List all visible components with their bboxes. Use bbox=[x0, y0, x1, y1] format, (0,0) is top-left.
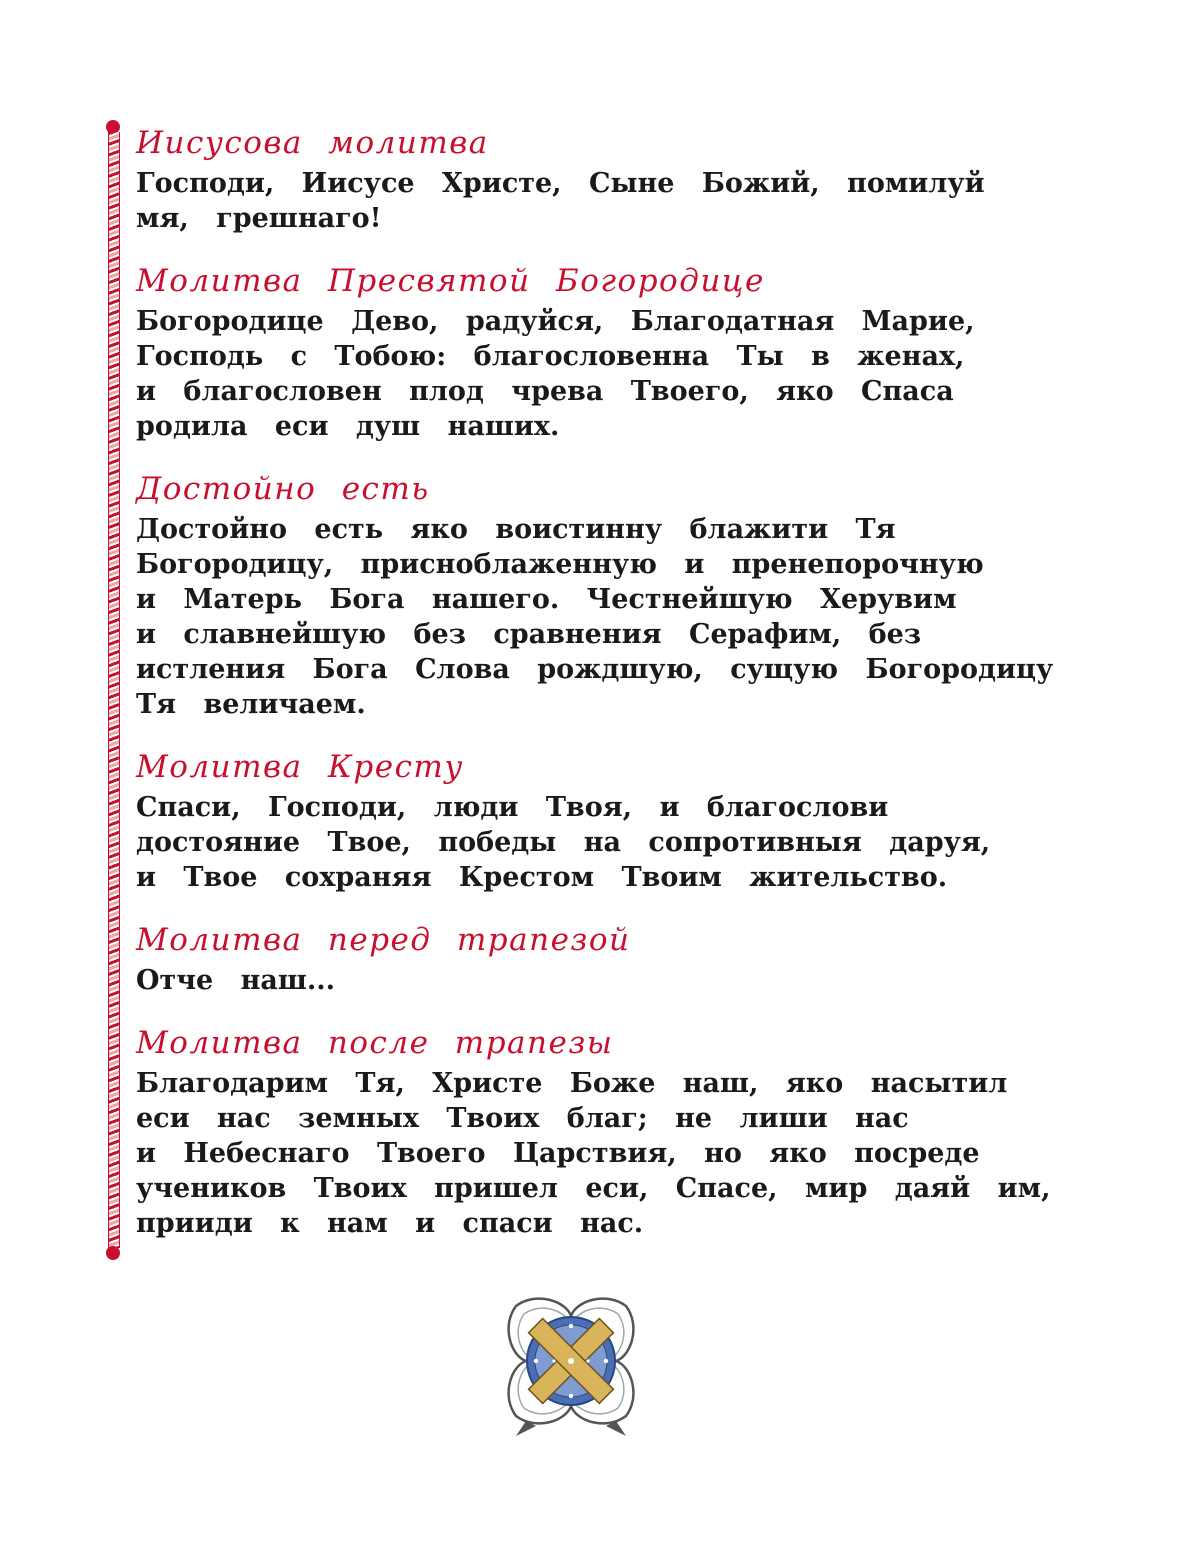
prayer-section bbox=[136, 468, 1056, 722]
prayer-line: и Твое сохраняя Крестом Твоим жительство. bbox=[136, 862, 948, 893]
prayer-line: Спаси, Господи, люди Твоя, и благослови bbox=[136, 792, 889, 823]
prayer-line: Богородицу, присноблаженную и пренепорочную bbox=[136, 549, 984, 580]
rope-bottom-knot bbox=[106, 1246, 120, 1260]
prayer-line: учеников Твоих пришел еси, Спасе, мир даяй им, bbox=[136, 1173, 1051, 1204]
prayer-section bbox=[136, 122, 1056, 236]
prayer-line: Благодарим Тя, Христе Боже наш, яко насытил bbox=[136, 1068, 1008, 1099]
prayer-section bbox=[136, 919, 1056, 998]
prayer-line: Отче наш... bbox=[136, 965, 336, 996]
prayer-line: Господь с Тобою: благословенна Ты в женах, bbox=[136, 341, 965, 372]
rope-strand bbox=[108, 132, 120, 1248]
prayer-line: истления Бога Слова рождшую, сущую Богородицу bbox=[136, 654, 1054, 685]
prayer-line: и Матерь Бога нашего. Честнейшую Херувим bbox=[136, 584, 957, 615]
prayer-section bbox=[136, 1022, 1056, 1241]
celtic-cross-ornament-icon bbox=[496, 1286, 646, 1436]
prayer-section bbox=[136, 260, 1056, 444]
prayer-line: прииди к нам и спаси нас. bbox=[136, 1208, 644, 1239]
prayer-title: Молитва Кресту bbox=[136, 749, 464, 785]
prayer-title: Молитва перед трапезой bbox=[136, 922, 631, 958]
prayer-title: Достойно есть bbox=[136, 471, 430, 507]
prayer-line: еси нас земных Твоих благ; не лиши нас bbox=[136, 1103, 909, 1134]
prayer-section bbox=[136, 746, 1056, 895]
prayer-line: достояние Твое, победы на сопротивныя даруя, bbox=[136, 827, 991, 858]
prayer-title: Молитва после трапезы bbox=[136, 1025, 614, 1061]
prayer-line: Господи, Иисусе Христе, Сыне Божий, помилуй bbox=[136, 168, 985, 199]
prayer-line: Достойно есть яко воистинну блажити Тя bbox=[136, 514, 896, 545]
prayer-title: Молитва Пресвятой Богородице bbox=[136, 263, 765, 299]
prayer-list bbox=[136, 122, 1056, 1265]
prayer-line: и Небеснаго Твоего Царствия, но яко посреде bbox=[136, 1138, 980, 1169]
prayer-line: и славнейшую без сравнения Серафим, без bbox=[136, 619, 922, 650]
prayer-line: родила еси душ наших. bbox=[136, 411, 560, 442]
prayer-line: Богородице Дево, радуйся, Благодатная Марие, bbox=[136, 306, 975, 337]
prayer-line: Тя величаем. bbox=[136, 689, 366, 720]
prayer-line: и благословен плод чрева Твоего, яко Спаса bbox=[136, 376, 954, 407]
prayer-title: Иисусова молитва bbox=[136, 125, 489, 161]
prayer-line: мя, грешнаго! bbox=[136, 203, 382, 234]
braided-rope-border bbox=[100, 120, 126, 1260]
